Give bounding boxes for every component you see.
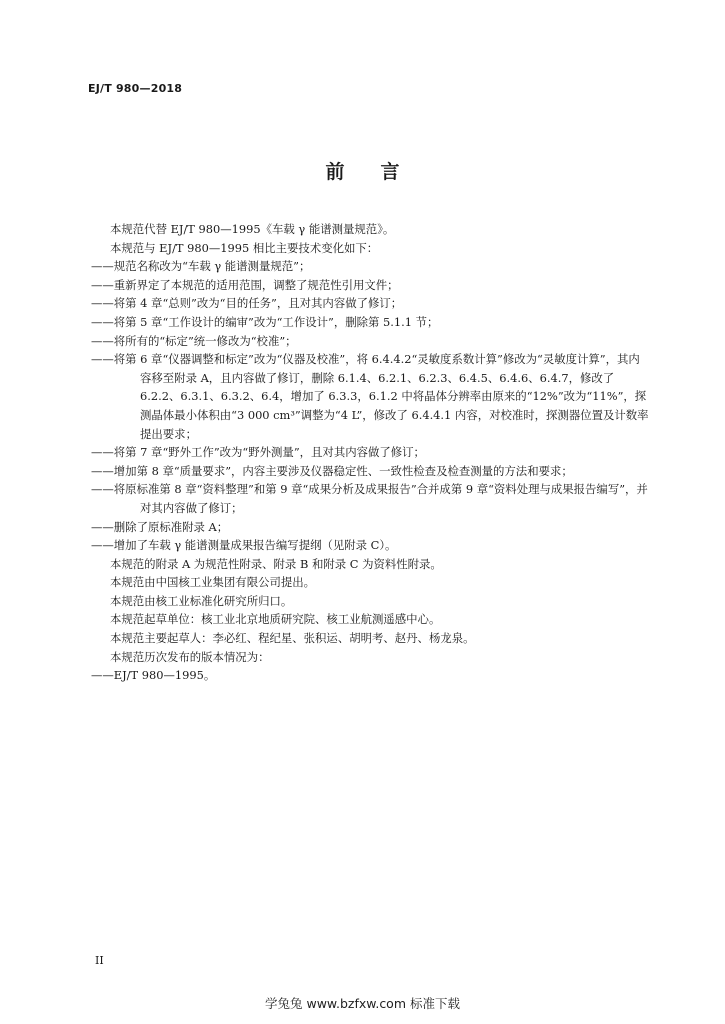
paragraph-text: ——EJ/T 980—1995。 [91, 668, 216, 683]
dash-item [91, 536, 651, 555]
paragraph [91, 239, 651, 258]
paragraph [91, 648, 651, 667]
dash-item [91, 313, 651, 332]
dash-item [91, 332, 651, 351]
paragraph-text: ——重新界定了本规范的适用范围，调整了规范性引用文件； [91, 277, 399, 292]
paragraph-text: ——规范名称改为“车载 γ 能谱测量规范”； [91, 259, 311, 274]
paragraph-text: 本规范代替 EJ/T 980—1995《车载 γ 能谱测量规范》。 [110, 222, 395, 236]
paragraph-text: 本规范起草单位：核工业北京地质研究院、核工业航测遥感中心。 [110, 612, 441, 627]
paragraph-text: ——增加了车载 γ 能谱测量成果报告编写提纲（见附录 C）。 [91, 538, 397, 553]
paragraph-text: 本规范主要起草人：李必红、程纪星、张积运、胡明考、赵丹、杨龙泉。 [110, 631, 475, 646]
paragraph-text: ——将所有的“标定”统一修改为“校准”； [91, 333, 297, 348]
title-char-left: 前 [325, 161, 345, 183]
dash-item [91, 518, 651, 537]
paragraph-text: ——将原标准第 8 章“资料整理”和第 9 章“成果分析及成果报告”合并成第 9 章“资料处理与成果报告编写”，并对其内容做了修订； [91, 482, 648, 515]
dash-item [91, 257, 651, 276]
dash-item [91, 276, 651, 295]
paragraph-text: 本规范由核工业标准化研究所归口。 [110, 593, 293, 608]
paragraph [91, 610, 651, 629]
dash-item [91, 294, 651, 313]
page-title [0, 157, 725, 184]
paragraph-text: ——将第 7 章“野外工作”改为“野外测量”，且对其内容做了修订； [91, 445, 425, 460]
paragraph [91, 555, 651, 574]
dash-item [91, 462, 651, 481]
page-number: II [95, 954, 104, 967]
paragraph [91, 592, 651, 611]
paragraph-text: 本规范历次发布的版本情况为： [110, 649, 270, 664]
dash-item [91, 443, 651, 462]
dash-item [91, 666, 651, 685]
paragraph-text: ——删除了原标准附录 A； [91, 519, 229, 534]
foreword-body [91, 220, 651, 685]
standard-code: EJ/T 980—2018 [88, 82, 183, 95]
dash-item [91, 350, 651, 443]
paragraph-text: ——将第 5 章“工作设计的编审”改为“工作设计”，删除第 5.1.1 节； [91, 314, 439, 329]
paragraph [91, 573, 651, 592]
footer-watermark: 学兔兔 www.bzfxw.com 标准下载 [265, 996, 460, 1011]
paragraph-text: 本规范的附录 A 为规范性附录、附录 B 和附录 C 为资料性附录。 [110, 556, 442, 571]
paragraph-text: ——将第 4 章“总则”改为“目的任务”，且对其内容做了修订； [91, 296, 403, 311]
paragraph [91, 220, 651, 239]
paragraph [91, 629, 651, 648]
paragraph-text: ——将第 6 章“仪器调整和标定”改为“仪器及校准”，将 6.4.4.2“灵敏度系数计算”修改为“灵敏度计算”，其内容移至附录 A，且内容做了修订，删除 6.1.4、6.2.1、6.2.3、6.4.5、6.4.6、6.4.7，修改了 6.2.2、6.3.1、6.3.2、6.4，增加了 6.3.3，6.1.2 中将晶体分辨率由原来的“12%”改为“11%”，探测晶体最小体积由“3 000 cm³”调整为“4 L”，修改了 6.4.4.1 内容，对校准时，探测器位置及计数率提出要求； [91, 352, 649, 441]
paragraph-text: ——增加第 8 章“质量要求”，内容主要涉及仪器稳定性、一致性检查及检查测量的方法和要求； [91, 463, 573, 478]
paragraph-text: 本规范由中国核工业集团有限公司提出。 [110, 575, 316, 590]
dash-item [91, 480, 651, 517]
title-char-right: 言 [380, 161, 400, 183]
paragraph-text: 本规范与 EJ/T 980—1995 相比主要技术变化如下： [110, 240, 379, 255]
